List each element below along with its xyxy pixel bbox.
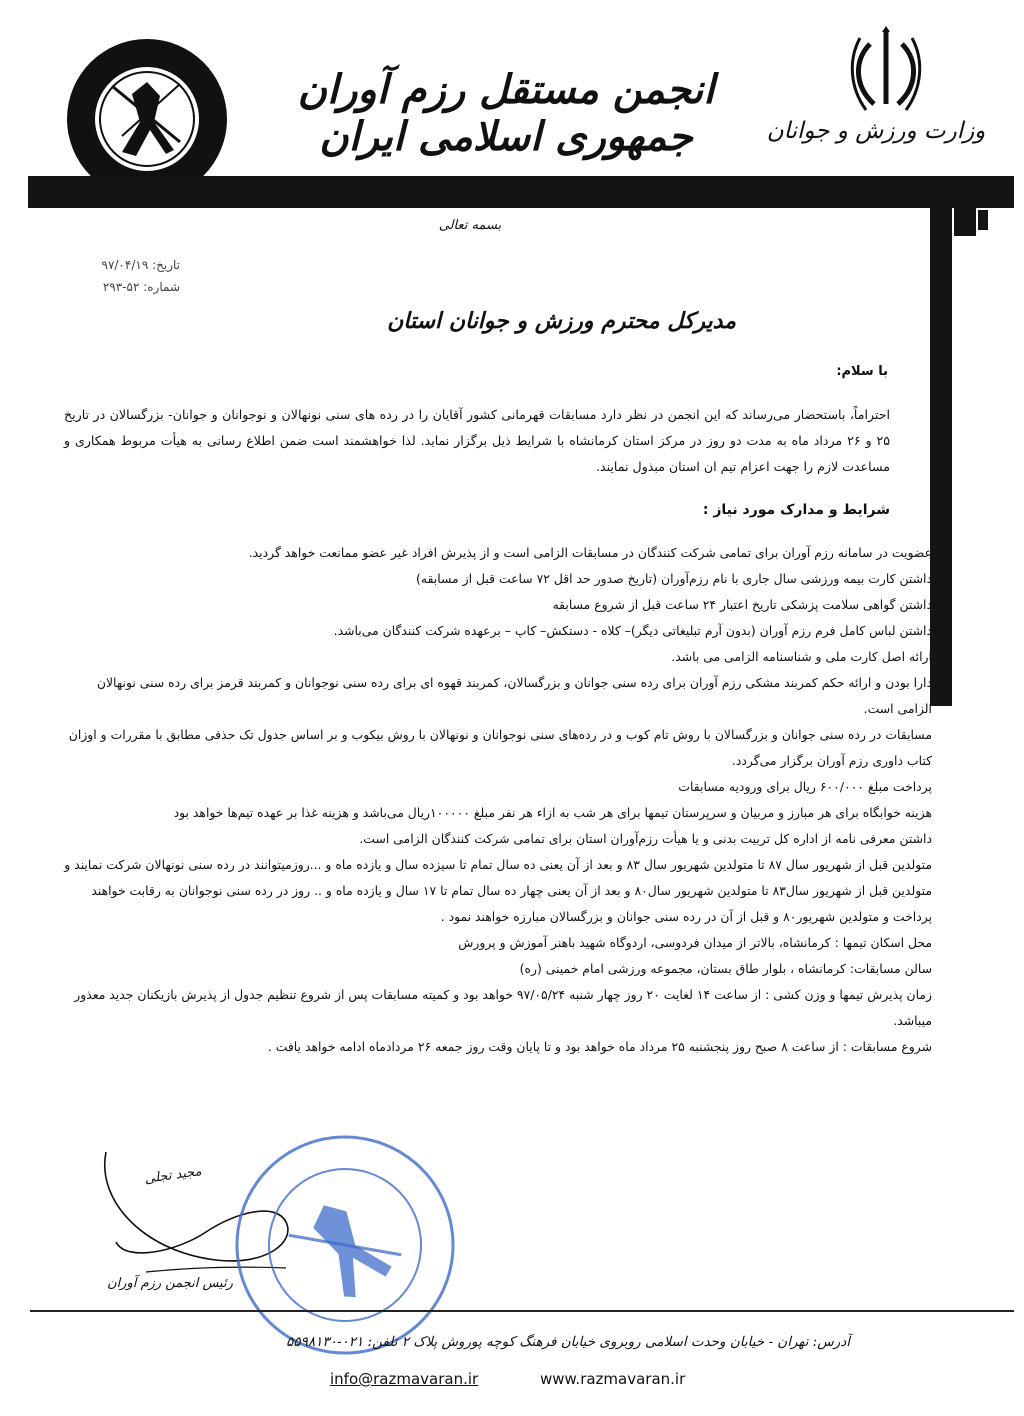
- condition-item: متولدین قبل از شهریور سال ۸۷ تا متولدین شهریور سال ۸۳ و بعد از آن یعنی ده سال تمام تا سیزده سال و یازده ماه و ...روزمیتوانند در رده سنی نونهالان شرکت نمایند و متولدین قبل از شهریور سال۸۳ تا متولدین شهریور سال۸۰ و بعد از آن یعنی چهار ده سال تمام تا ۱۷ سال و یازده ماه و .. روز در رده سنی نوجوانان به رقابت خواهند پرداخت و متولدین شهریور۸۰ و قبل از آن در رده سنی جوانان و بزرگسالان مبارزه خواهند نمود .: [64, 857, 932, 924]
- condition-item: ارائه اصل کارت ملی و شناسنامه الزامی می باشد.: [671, 649, 932, 664]
- conditions-list: [60, 540, 932, 1060]
- condition-item: دارا بودن و ارائه حکم کمربند مشکی رزم آوران برای رده سنی جوانان و بزرگسالان، کمربند قهوه ای برای رده سنی نوجوانان و کمربند قرمز برای رده سنی نونهالان الزامی است.: [96, 675, 932, 716]
- condition-item: عضویت در سامانه رزم آوران برای تمامی شرکت کنندگان در مسابقات الزامی است و از پذیرش افراد غیر عضو ممانعت خواهد گردید.: [248, 545, 932, 560]
- organization-title: انجمن مستقل رزم آوران جمهوری اسلامی ایران: [297, 66, 715, 160]
- header-bar: [28, 176, 1014, 208]
- header-bar-tail: [930, 206, 952, 706]
- footer-website-link[interactable]: www.razmavaran.ir: [540, 1370, 686, 1388]
- letter-number: شماره: ۵۲-۲۹۳: [102, 280, 180, 294]
- condition-item: پرداخت مبلغ ۶۰۰/۰۰۰ ریال برای ورودیه مسابقات: [678, 779, 932, 794]
- conditions-title: شرایط و مدارک مورد نیاز :: [702, 502, 890, 518]
- condition-item: هزینه خوابگاه برای هر مبارز و مربیان و سرپرستان تیمها برای هر شب به ازاء هر نفر مبلغ ۱۰۰۰۰۰ریال می‌باشد و هزینه غذا بر عهده تیم‌ها خواهد بود: [173, 805, 932, 820]
- footer-email-link[interactable]: info@razmavaran.ir: [330, 1370, 479, 1388]
- condition-item: سالن مسابقات: کرمانشاه ، بلوار طاق بستان، مجموعه ورزشی امام خمینی (ره): [519, 961, 932, 976]
- salutation: با سلام:: [836, 364, 888, 379]
- bismillah: بسمه تعالی: [438, 218, 502, 233]
- condition-item: زمان پذیرش تیمها و وزن کشی : از ساعت ۱۴ لغایت ۲۰ روز چهار شنبه ۹۷/۰۵/۲۴ خواهد بود و کمیته مسابقات پس از شروع تنظیم جدول از پذیرش بازیکنان جدید معذور میباشد.: [74, 987, 932, 1028]
- condition-item: مسابقات در رده سنی جوانان و بزرگسالان با روش تام کوب و در رده‌های سنی نوجوانان و نونهالان با روش بیکوب و بر اساس جدول تک حذفی مطابق با مقررات و اوزان کتاب داوری رزم آوران برگزار می‌گردد.: [68, 727, 932, 768]
- condition-item: شروع مسابقات : از ساعت ۸ صبح روز پنجشنبه ۲۵ مرداد ماه خواهد بود و تا پایان وقت روز جمعه ۲۶ مردادماه ادامه خواهد یافت .: [267, 1039, 932, 1054]
- header-bar-ornament: [954, 206, 976, 236]
- iran-emblem-icon: [846, 24, 926, 114]
- condition-item: داشتن گواهی سلامت پزشکی تاریخ اعتبار ۲۴ ساعت قبل از شروع مسابقه: [552, 597, 932, 612]
- intro-paragraph: احتراماً، باستحضار می‌رساند که این انجمن در نظر دارد مسابقات قهرمانی کشور آقایان را در رده های سنی نونهالان و نوجوانان و جوانان- بزرگسالان در تاریخ ۲۵ و ۲۶ مرداد ماه به مدت دو روز در مرکز استان کرمانشاه با شرایط ذیل برگزار نماید. لذا خواهشمند است ضمن اطلاع رسانی به هیأت مربوط همکاری و مساعدت لازم را جهت اعزام تیم ان استان مبذول نمایند.: [64, 407, 890, 474]
- recipient: مدیرکل محترم ورزش و جوانان استان: [387, 308, 736, 334]
- condition-item: داشتن معرفی نامه از اداره کل تربیت بدنی و یا هیأت رزم‌آوران استان برای تمامی شرکت کنندگان الزامی است.: [359, 831, 932, 846]
- footer-divider: [30, 1310, 1014, 1312]
- footer-address: آدرس: تهران - خیابان وحدت اسلامی روبروی خیابان فرهنگ کوچه پوروش پلاک ۲ تلفن: ۰۲۱-۵۵۹۸۱۳۰: [286, 1334, 850, 1350]
- ministry-name: وزارت ورزش و جوانان: [766, 118, 986, 144]
- condition-item: محل اسکان تیمها : کرمانشاه، بالاتر از میدان فردوسی، اردوگاه شهید باهنر آموزش و پرورش: [458, 935, 932, 950]
- letter-date: تاریخ: ۹۷/۰۴/۱۹: [101, 258, 180, 272]
- header-bar-ornament: [978, 210, 988, 230]
- condition-item: داشتن کارت بیمه ورزشی سال جاری با نام رزم‌آوران (تاریخ صدور حد اقل ۷۲ ساعت قبل از مسابقه): [416, 571, 932, 586]
- condition-item: داشتن لباس کامل فرم رزم آوران (بدون آرم تبلیغاتی دیگر)– کلاه - دستکش– کاپ – برعهده شرکت کنندگان می‌باشد.: [333, 623, 932, 638]
- signature-title: رئیس انجمن رزم آوران: [107, 1276, 233, 1291]
- signature-name: مجید تجلی: [143, 1164, 203, 1187]
- official-stamp: [230, 1130, 460, 1360]
